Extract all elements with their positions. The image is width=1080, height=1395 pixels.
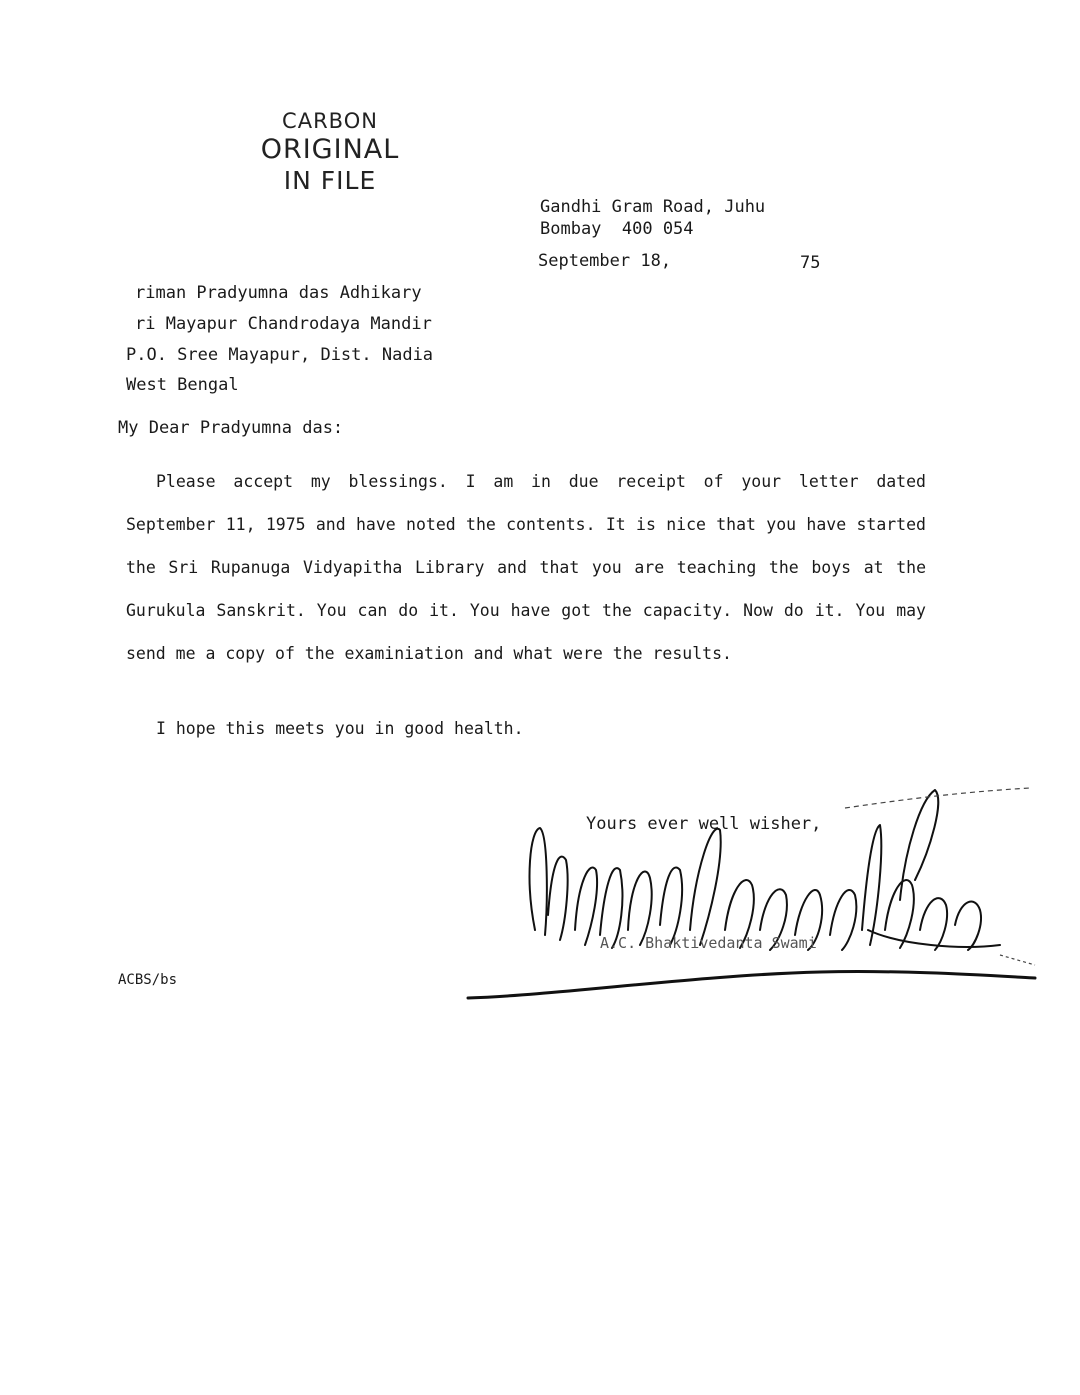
reference-initials: ACBS/bs bbox=[118, 972, 178, 988]
stamp-line-original: ORIGINAL bbox=[260, 134, 400, 165]
letter-date: September 18, bbox=[538, 251, 672, 271]
salutation: My Dear Pradyumna das: bbox=[118, 418, 344, 438]
sender-city: Bombay 400 054 bbox=[540, 219, 694, 239]
recipient-region: West Bengal bbox=[126, 375, 239, 395]
letter-year: 75 bbox=[800, 253, 821, 273]
stamp-line-in-file: IN FILE bbox=[283, 166, 377, 195]
recipient-name: riman Pradyumna das Adhikary bbox=[135, 283, 422, 303]
sender-street: Gandhi Gram Road, Juhu bbox=[540, 197, 766, 217]
recipient-temple: ri Mayapur Chandrodaya Mandir bbox=[135, 314, 432, 334]
closing: Yours ever well wisher, bbox=[586, 814, 822, 834]
body-paragraph-2: I hope this meets you in good health. bbox=[156, 719, 524, 738]
body-paragraph-1: Please accept my blessings. I am in due receipt of your letter dated September 11, 1975 and have noted the contents. It is nice that you have started the Sri Rupanuga Vidyapitha Library and that you are teaching the boys at the Gurukula Sanskrit. You can do it. You have got the capacity. Now do it. You may send me a copy of the examiniation and what were the results. bbox=[126, 472, 926, 663]
stamp-line-carbon: CARBON bbox=[282, 109, 378, 133]
typed-signature-name: A.C. Bhaktivedanta Swami bbox=[600, 934, 817, 952]
recipient-post: P.O. Sree Mayapur, Dist. Nadia bbox=[126, 345, 434, 365]
